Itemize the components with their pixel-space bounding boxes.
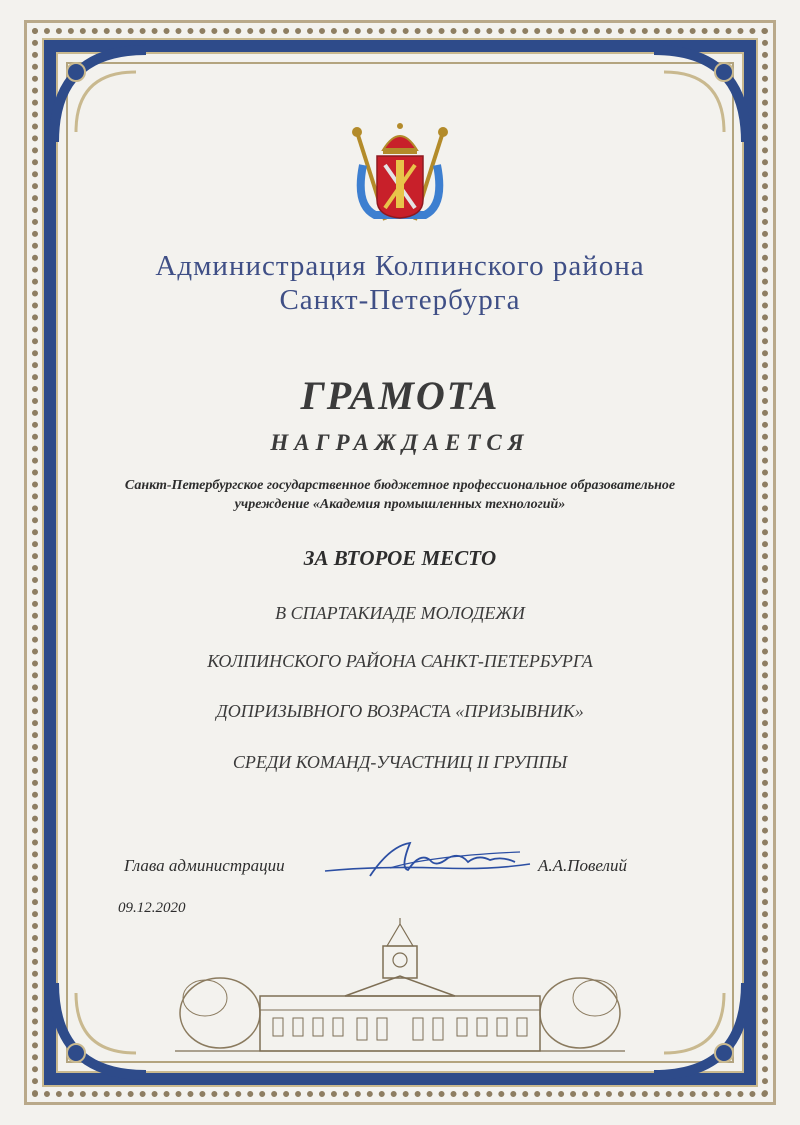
building-illustration-icon (175, 918, 625, 1058)
organization-line1: Санкт-Петербургское государственное бюджетное профессиональное образовательное (124, 478, 676, 493)
issue-date: 09.12.2020 (118, 900, 186, 916)
certificate-title: ГРАМОТА (300, 373, 500, 418)
coat-of-arms-icon (345, 120, 455, 230)
signatory-position: Глава администрации (124, 856, 285, 875)
admin-header-line1: Администрация Колпинского района (155, 250, 645, 282)
award-detail-4: СРЕДИ КОМАНД-УЧАСТНИЦ II ГРУППЫ (232, 752, 568, 772)
organization-line2: учреждение «Академия промышленных технологий» (234, 497, 566, 512)
award-detail-3: ДОПРИЗЫВНОГО ВОЗРАСТА «ПРИЗЫВНИК» (216, 701, 584, 721)
signature-icon (320, 838, 535, 883)
award-detail-2: КОЛПИНСКОГО РАЙОНА САНКТ-ПЕТЕРБУРГА (207, 651, 593, 671)
admin-header-line2: Санкт-Петербурга (279, 284, 521, 316)
signatory-name: А.А.Повелий (538, 856, 627, 875)
award-place: ЗА ВТОРОЕ МЕСТО (303, 546, 497, 570)
awarded-label: НАГРАЖДАЕТСЯ (270, 430, 530, 455)
award-detail-1: В СПАРТАКИАДЕ МОЛОДЕЖИ (275, 603, 525, 623)
